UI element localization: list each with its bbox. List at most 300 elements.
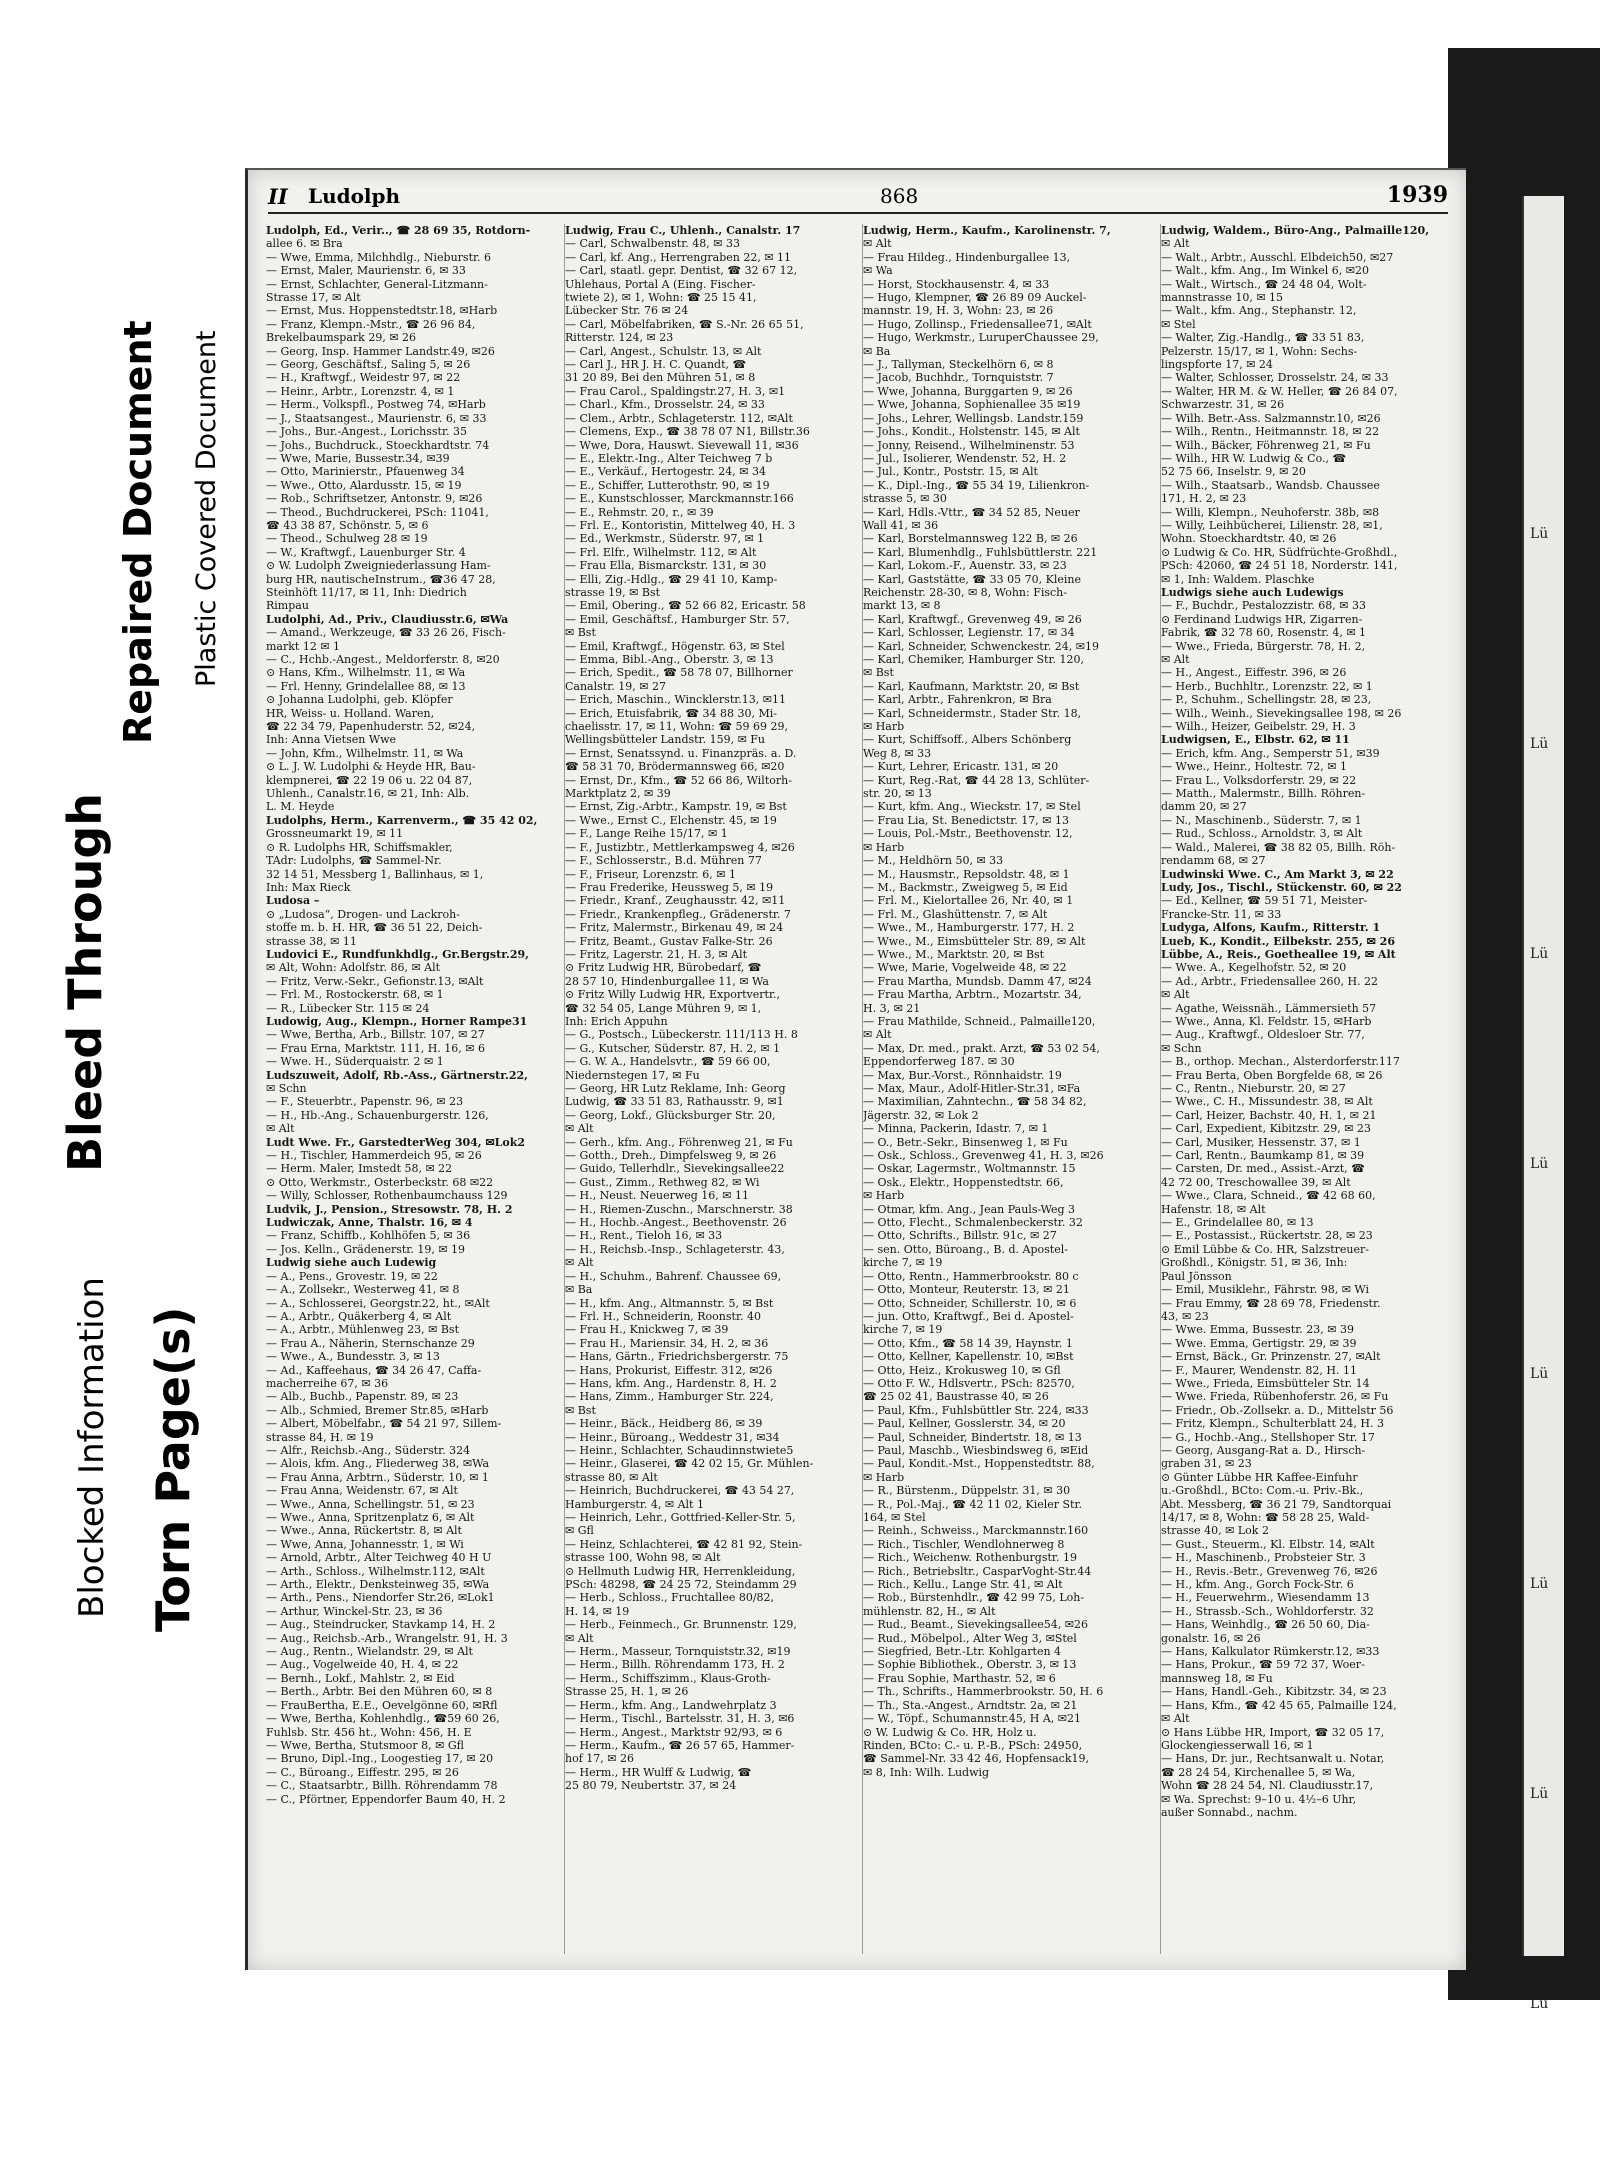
label-plastic-covered-document: Plastic Covered Document xyxy=(191,330,222,687)
directory-entry-line: — Frau Lia, St. Benedictstr. 17, ✉ 13 xyxy=(863,813,1069,827)
directory-entry-line: — Osk., Elektr., Hoppenstedtstr. 66, xyxy=(863,1175,1064,1189)
directory-entry-line: ⊙ Otto, Werkmstr., Osterbeckstr. 68 ✉22 xyxy=(266,1175,494,1189)
directory-entry-line: Glockengiesserwall 16, ✉ 1 xyxy=(1161,1738,1314,1752)
directory-entry-line: stoffe m. b. H. HR, ☎ 36 51 22, Deich- xyxy=(266,921,483,935)
directory-entry-line: — Frau H., Knickweg 7, ✉ 39 xyxy=(565,1323,729,1337)
page-number: 868 xyxy=(880,184,919,208)
directory-entry-line: 164, ✉ Stel xyxy=(863,1511,926,1524)
directory-entry-line: — Walt., Arbtr., Ausschl. Elbdeich50, ✉27 xyxy=(1161,250,1394,264)
directory-entry-line: — Guido, Tellerhdlr., Sievekingsallee22 xyxy=(565,1162,785,1176)
directory-entry-line: — Karl, Hdls.-Vttr., ☎ 34 52 85, Neuer xyxy=(863,505,1080,519)
directory-entry-line: Paul Jönsson xyxy=(1161,1269,1232,1283)
directory-entry-line: — Otto, Monteur, Reuterstr. 13, ✉ 21 xyxy=(863,1283,1070,1297)
directory-entry-line: — Wwe, Bertha, Kohlenhdlg., ☎59 60 26, xyxy=(266,1712,500,1726)
directory-entry-line: — E., Rehmstr. 20, r., ✉ 39 xyxy=(565,505,714,519)
directory-entry-line: Eppendorferweg 187. ✉ 30 xyxy=(863,1055,1015,1069)
directory-entry-line: ✉ Alt, Wohn: Adolfstr. 86, ✉ Alt xyxy=(266,961,441,975)
label-blocked-information: Blocked Information xyxy=(72,1277,112,1618)
directory-entry-line: Inh: Erich Appuhn xyxy=(565,1014,668,1028)
directory-entry-line: — Gotth., Dreh., Dimpfelsweg 9, ✉ 26 xyxy=(565,1149,777,1163)
directory-entry-line: — Frau Sophie, Marthastr. 52, ✉ 6 xyxy=(863,1671,1056,1685)
directory-entry-line: Uhlenh., Canalstr.16, ✉ 21, Inh: Alb. xyxy=(266,787,470,801)
directory-entry-line: lingspforte 17, ✉ 24 xyxy=(1161,358,1273,372)
directory-entry-line: — Minna, Packerin, Idastr. 7, ✉ 1 xyxy=(863,1122,1049,1136)
directory-entry-line: — Frau Anna, Weidenstr. 67, ✉ Alt xyxy=(266,1484,458,1498)
directory-entry-line: — F., Justizbtr., Mettlerkampsweg 4, ✉26 xyxy=(565,840,795,854)
directory-entry-line: — C., Staatsarbtr., Billh. Röhrendamm 78 xyxy=(266,1779,498,1793)
directory-entry-line: — Ernst, Dr., Kfm., ☎ 52 66 86, Wiltorh- xyxy=(565,773,792,787)
directory-entry-line: — Paul, Schneider, Bindertstr. 18, ✉ 13 xyxy=(863,1430,1082,1444)
directory-entry-line: — Erich, Etuisfabrik, ☎ 34 88 30, Mi- xyxy=(565,706,778,720)
directory-entry-line: allee 6. ✉ Bra xyxy=(266,237,343,251)
directory-entry-line: — A., Arbtr., Mühlenweg 23, ✉ Bst xyxy=(266,1323,459,1337)
directory-entry-line: — B., orthop. Mechan., Alsterdorferstr.117 xyxy=(1161,1055,1400,1069)
directory-entry-line: — Arthur, Winckel-Str. 23, ✉ 36 xyxy=(266,1604,443,1618)
directory-entry-line: Francke-Str. 11, ✉ 33 xyxy=(1161,907,1282,921)
directory-entry-line: ✉ Wa. Sprechst: 9–10 u. 4½–6 Uhr, xyxy=(1161,1792,1357,1806)
directory-entry-line: — Georg, Insp. Hammer Landstr.49, ✉26 xyxy=(266,344,495,358)
directory-entry-line: — Wwe. Frieda, Rübenhoferstr. 26, ✉ Fu xyxy=(1161,1390,1389,1404)
directory-entry-line: ⊙ „Ludosa“, Drogen- und Lackroh- xyxy=(266,907,460,921)
directory-entry-line: — Aug., Rentn., Wielandstr. 29, ✉ Alt xyxy=(266,1645,473,1659)
directory-entry-line: — Wwe., Anna, Kl. Feldstr. 15, ✉Harb xyxy=(1161,1014,1372,1028)
directory-entry-line: — Wilh., Rentn., Heitmannstr. 18, ✉ 22 xyxy=(1161,425,1380,439)
directory-entry-line: — Johs., Kondit., Holstenstr. 145, ✉ Alt xyxy=(863,425,1080,439)
directory-entry-line: ✉ Gfl xyxy=(565,1524,594,1538)
directory-entry-line: ✉ Alt xyxy=(565,1631,594,1645)
directory-entry-line: — FrauBertha, E.E., Oevelgönne 60, ✉Rfl xyxy=(266,1698,498,1712)
directory-entry-line: Ludt Wwe. Fr., GarstedterWeg 304, ✉Lok2 xyxy=(266,1135,526,1149)
directory-entry-line: — E., Grindelallee 80, ✉ 13 xyxy=(1161,1216,1314,1230)
directory-entry-line: Wohn. Stoeckhardtstr. 40, ✉ 26 xyxy=(1161,532,1337,546)
directory-entry-line: — Hugo, Werkmstr., LuruperChaussee 29, xyxy=(863,331,1099,345)
directory-entry-line: 31 20 89, Bei den Mühren 51, ✉ 8 xyxy=(565,371,756,385)
directory-entry-line: — Matth., Malermstr., Billh. Röhren- xyxy=(1161,787,1366,801)
adjacent-page-edge xyxy=(1522,196,1564,2012)
directory-entry-line: Ludwig, Waldem., Büro-Ang., Palmaille120, xyxy=(1161,224,1430,237)
adjacent-page-fragment: Lü xyxy=(1530,736,1549,752)
page-header xyxy=(268,184,1448,214)
directory-entry-line: Lübbe, A., Reis., Goetheallee 19, ✉ Alt xyxy=(1161,947,1396,961)
directory-entry-line: — Frau Emmy, ☎ 28 69 78, Friedenstr. xyxy=(1161,1296,1381,1310)
directory-entry-line: ⊙ W. Ludolph Zweigniederlassung Ham- xyxy=(266,559,491,573)
label-bleed-through: Bleed Through xyxy=(58,792,112,1172)
directory-entry-line: ☎ 28 24 54, Kirchenallee 5, ✉ Wa, xyxy=(1161,1765,1356,1779)
directory-entry-line: — Max, Bur.-Vorst., Rönnhaidstr. 19 xyxy=(863,1068,1062,1082)
directory-entry-line: — F., Steuerbtr., Papenstr. 96, ✉ 23 xyxy=(266,1095,464,1109)
directory-entry-line: — Paul, Maschb., Wiesbindsweg 6, ✉Eid xyxy=(863,1443,1089,1457)
directory-entry-line: — Otto, Schrifts., Billstr. 91c, ✉ 27 xyxy=(863,1229,1057,1243)
directory-entry-line: Pelzerstr. 15/17, ✉ 1, Wohn: Sechs- xyxy=(1161,344,1358,358)
directory-entry-line: mannstr. 19, H. 3, Wohn: 23, ✉ 26 xyxy=(863,304,1054,318)
directory-entry-line: Lübecker Str. 76 ✉ 24 xyxy=(565,304,689,318)
directory-entry-line: — Carsten, Dr. med., Assist.-Arzt, ☎ xyxy=(1161,1162,1365,1176)
directory-entry-line: — E., Schiffer, Lutterothstr. 90, ✉ 19 xyxy=(565,478,770,492)
directory-entry-line: — sen. Otto, Büroang., B. d. Apostel- xyxy=(863,1242,1068,1256)
directory-entry-line: Ludwiczak, Anne, Thalstr. 16, ✉ 4 xyxy=(266,1216,473,1230)
directory-entry-line: ✉ Bst xyxy=(565,1403,596,1417)
label-repaired-document: Repaired Document xyxy=(116,320,160,744)
directory-entry-line: — E., Kunstschlosser, Marckmannstr.166 xyxy=(565,492,794,506)
directory-entry-line: ✉ Alt xyxy=(266,1122,295,1136)
directory-entry-line: — Horst, Stockhausenstr. 4, ✉ 33 xyxy=(863,277,1050,291)
directory-entry-line: — Heinz, Schlachterei, ☎ 42 81 92, Stein- xyxy=(565,1537,803,1551)
label-torn-pages: Torn Page(s) xyxy=(146,1306,200,1632)
directory-entry-line: ✉ Harb xyxy=(863,1189,905,1203)
directory-entry-line: — E., Postassist., Rückertstr. 28, ✉ 23 xyxy=(1161,1229,1373,1243)
directory-entry-line: 28 57 10, Hindenburgallee 11, ✉ Wa xyxy=(565,974,769,988)
directory-entry-line: — Herb., Schloss., Fruchtallee 80/82, xyxy=(565,1591,775,1605)
directory-entry-line: — H., Hochb.-Angest., Beethovenstr. 26 xyxy=(565,1216,787,1230)
directory-entry-line: — Aug., Kraftwgf., Oldesloer Str. 77, xyxy=(1161,1028,1365,1042)
directory-entry-line: Ritterstr. 124, ✉ 23 xyxy=(565,331,674,345)
directory-entry-line: — Frl. M., Rostockerstr. 68, ✉ 1 xyxy=(266,988,444,1002)
running-head-name: Ludolph xyxy=(308,184,401,208)
directory-entry-line: ✉ Schn xyxy=(266,1082,307,1095)
directory-entry-line: — Theod., Buchdruckerei, PSch: 11041, xyxy=(266,505,489,519)
directory-entry-line: Strasse 17, ✉ Alt xyxy=(266,291,361,305)
adjacent-page-fragment: Lü xyxy=(1530,1576,1549,1592)
directory-entry-line: markt 12 ✉ 1 xyxy=(266,639,341,653)
directory-entry-line: — Georg, Geschäftsf., Saling 5, ✉ 26 xyxy=(266,358,471,372)
directory-entry-line: — Ed., Werkmstr., Süderstr. 97, ✉ 1 xyxy=(565,532,765,546)
directory-entry-line: ✉ Harb xyxy=(863,720,905,734)
directory-entry-line: ⊙ Ludwig & Co. HR, Südfrüchte-Großhdl., xyxy=(1161,545,1398,559)
directory-entry-line: — Georg, HR Lutz Reklame, Inh: Georg xyxy=(565,1082,786,1095)
directory-entry-line: — Frl. H., Schneiderin, Roonstr. 40 xyxy=(565,1309,761,1323)
directory-entry-line: — Rob., Schriftsetzer, Antonstr. 9, ✉26 xyxy=(266,492,483,506)
directory-entry-line: — Walt., Wirtsch., ☎ 24 48 04, Wolt- xyxy=(1161,277,1367,291)
directory-entry-line: — Karl, Chemiker, Hamburger Str. 120, xyxy=(863,653,1084,666)
directory-entry-line: — Jos. Kelln., Grädenerstr. 19, ✉ 19 xyxy=(266,1242,466,1256)
directory-entry-line: ✉ Bst xyxy=(863,666,894,680)
directory-entry-line: — Th., Sta.-Angest., Arndtstr. 2a, ✉ 21 xyxy=(863,1698,1078,1712)
directory-entry-line: — Willi, Klempn., Neuhoferstr. 38b, ✉8 xyxy=(1161,505,1380,519)
directory-entry-line: — Alfr., Reichsb.-Ang., Süderstr. 324 xyxy=(266,1443,471,1457)
directory-entry-line: — Wwe., A., Bundesstr. 3, ✉ 13 xyxy=(266,1350,440,1364)
directory-entry-line: ⊙ Hellmuth Ludwig HR, Herrenkleidung, xyxy=(565,1564,796,1578)
directory-entry-line: — Karl, Schlosser, Legienstr. 17, ✉ 34 xyxy=(863,626,1075,640)
directory-entry-line: ✉ Harb xyxy=(863,1470,905,1484)
directory-entry-line: — Ad., Arbtr., Friedensallee 260, H. 22 xyxy=(1161,974,1379,988)
directory-entry-line: — Wwe, Marie, Vogelweide 48, ✉ 22 xyxy=(863,961,1067,975)
directory-entry-line: — F., Buchdr., Pestalozzistr. 68, ✉ 33 xyxy=(1161,599,1366,613)
directory-entry-line: — Otmar, kfm. Ang., Jean Pauls-Weg 3 xyxy=(863,1202,1076,1216)
directory-entry-line: — Herm., Masseur, Tornquiststr.32, ✉19 xyxy=(565,1645,791,1659)
directory-entry-line: — Georg, Ausgang-Rat a. D., Hirsch- xyxy=(1161,1443,1366,1457)
directory-entry-line: — Franz, Schiffb., Kohlhöfen 5, ✉ 36 xyxy=(266,1229,471,1243)
directory-entry-line: — Wwe., M., Marktstr. 20, ✉ Bst xyxy=(863,947,1045,961)
directory-entry-line: — Georg, Lokf., Glücksburger Str. 20, xyxy=(565,1108,776,1122)
directory-entry-line: — Wwe., M., Eimsbütteler Str. 89, ✉ Alt xyxy=(863,934,1086,948)
directory-entry-line: ✉ Schn xyxy=(1161,1041,1202,1055)
directory-entry-line: — Otto, Flecht., Schmalenbeckerstr. 32 xyxy=(863,1216,1083,1230)
directory-entry-line: — C., Pförtner, Eppendorfer Baum 40, H. 2 xyxy=(266,1792,506,1806)
directory-entry-line: — Rich., Weichenw. Rothenburgstr. 19 xyxy=(863,1551,1077,1565)
directory-entry-line: — Frau Anna, Arbtrn., Süderstr. 10, ✉ 1 xyxy=(266,1470,489,1484)
directory-entry-line: ☎ 32 54 05, Lange Mühren 9, ✉ 1, xyxy=(565,1001,762,1015)
directory-entry-line: — H., Hb.-Ang., Schauenburgerstr. 126, xyxy=(266,1108,489,1122)
directory-entry-line: — Wwe, Johanna, Burggarten 9, ✉ 26 xyxy=(863,384,1073,398)
directory-entry-line: — Heinrich, Buchdruckerei, ☎ 43 54 27, xyxy=(565,1484,795,1498)
directory-entry-line: — Wilh., HR W. Ludwig & Co., ☎ xyxy=(1161,451,1347,465)
directory-entry-line: Ludwig, ☎ 33 51 83, Rathausstr. 9, ✉1 xyxy=(565,1095,784,1109)
directory-entry-line: — Otto F. W., Hdlsvertr., PSch: 82570, xyxy=(863,1376,1075,1390)
directory-entry-line: — Wald., Malerei, ☎ 38 82 05, Billh. Röh- xyxy=(1161,840,1396,854)
directory-entry-line: — Frl. M., Glashüttenstr. 7, ✉ Alt xyxy=(863,907,1048,921)
directory-entry-line: burg HR, nautischeInstrum., ☎36 47 28, xyxy=(266,572,496,586)
directory-entry-line: ⊙ Günter Lübbe HR Kaffee-Einfuhr xyxy=(1161,1470,1358,1484)
directory-entry-line: — N., Maschinenb., Süderstr. 7, ✉ 1 xyxy=(1161,813,1362,827)
directory-entry-line: — F., Lange Reihe 15/17, ✉ 1 xyxy=(565,827,728,841)
directory-entry-line: ✉ Alt xyxy=(565,1122,594,1136)
directory-entry-line: hof 17, ✉ 26 xyxy=(565,1752,634,1766)
directory-entry-line: — Wwe., Clara, Schneid., ☎ 42 68 60, xyxy=(1161,1189,1376,1203)
directory-entry-line: Hamburgerstr. 4, ✉ Alt 1 xyxy=(565,1497,704,1511)
directory-entry-line: — Max, Maur., Adolf-Hitler-Str.31, ✉Fa xyxy=(863,1082,1081,1095)
directory-entry-line: — Hans, Kalkulator Rümkerstr.12, ✉33 xyxy=(1161,1645,1380,1659)
directory-entry-line: PSch: 48298, ☎ 24 25 72, Steindamm 29 xyxy=(565,1578,797,1592)
directory-entry-line: Ludolphi, Ad., Priv., Claudiusstr.6, ✉Wa xyxy=(266,612,509,626)
directory-entry-line: — Hans, Gärtn., Friedrichsbergerstr. 75 xyxy=(565,1350,789,1364)
directory-entry-line: — Hans, Dr. jur., Rechtsanwalt u. Notar, xyxy=(1161,1752,1385,1766)
directory-entry-line: chaelisstr. 17, ✉ 11, Wohn: ☎ 59 69 29, xyxy=(565,720,789,734)
directory-entry-line: 171, H. 2, ✉ 23 xyxy=(1161,492,1247,506)
directory-entry-line: — Frau Mathilde, Schneid., Palmaille120, xyxy=(863,1014,1096,1028)
directory-entry-line: strasse 100, Wohn 98, ✉ Alt xyxy=(565,1551,721,1565)
directory-entry-line: — Carl, Musiker, Hessenstr. 37, ✉ 1 xyxy=(1161,1135,1361,1149)
directory-entry-line: ✉ Alt xyxy=(1161,1712,1190,1726)
directory-entry-line: — Emil, Geschäftsf., Hamburger Str. 57, xyxy=(565,612,790,626)
directory-entry-line: ☎ 43 38 87, Schönstr. 5, ✉ 6 xyxy=(266,518,429,532)
directory-entry-line: — Paul, Kfm., Fuhlsbüttler Str. 224, ✉33 xyxy=(863,1403,1089,1417)
directory-entry-line: ⊙ Ferdinand Ludwigs HR, Zigarren- xyxy=(1161,612,1363,626)
directory-entry-line: — Wwe., Heinr., Holtestr. 72, ✉ 1 xyxy=(1161,760,1347,774)
side-labels xyxy=(0,0,240,2177)
directory-entry-line: — Herm., Kaufm., ☎ 26 57 65, Hammer- xyxy=(565,1738,795,1752)
directory-entry-line: PSch: 42060, ☎ 24 51 18, Norderstr. 141, xyxy=(1161,559,1398,573)
directory-entry-line: — Karl, Kraftwgf., Grevenweg 49, ✉ 26 xyxy=(863,612,1082,626)
directory-entry-line: — Frl. Henny, Grindelallee 88, ✉ 13 xyxy=(266,679,466,693)
directory-entry-line: — Ernst, Bäck., Gr. Prinzenstr. 27, ✉Alt xyxy=(1161,1350,1381,1364)
directory-entry-line: — M., Heldhörn 50, ✉ 33 xyxy=(863,854,1004,868)
directory-entry-line: — H., Schuhm., Bahrenf. Chaussee 69, xyxy=(565,1269,782,1283)
directory-entry-line: strasse 38, ✉ 11 xyxy=(266,934,357,948)
directory-entry-line: — Rud., Schloss., Arnoldstr. 3, ✉ Alt xyxy=(1161,827,1363,841)
directory-entry-line: twiete 2), ✉ 1, Wohn: ☎ 25 15 41, xyxy=(565,291,757,305)
directory-entry-line: — H., Rent., Tieloh 16, ✉ 33 xyxy=(565,1229,723,1243)
directory-entry-line: mannstrasse 10, ✉ 15 xyxy=(1161,291,1284,305)
directory-entry-line: — A., Schlosserei, Georgstr.22, ht., ✉Alt xyxy=(266,1296,490,1310)
directory-entry-line: — Wwe. H., Süderquaistr. 2 ✉ 1 xyxy=(266,1055,444,1069)
directory-entry-line: — Theod., Schulweg 28 ✉ 19 xyxy=(266,532,428,546)
directory-entry-line: rendamm 68, ✉ 27 xyxy=(1161,854,1266,868)
directory-page xyxy=(245,168,1466,1970)
directory-entry-line: — Franz, Klempn.-Mstr., ☎ 26 96 84, xyxy=(266,317,476,331)
directory-entry-line: — Ed., Kellner, ☎ 59 51 71, Meister- xyxy=(1161,894,1368,908)
directory-entry-line: Rinden, BCto: C.- u. P.-B., PSch: 24950, xyxy=(863,1738,1083,1752)
directory-entry-line: — Jul., Kontr., Poststr. 15, ✉ Alt xyxy=(863,465,1038,479)
directory-entry-line: — Karl, Gaststätte, ☎ 33 05 70, Kleine xyxy=(863,572,1081,586)
directory-entry-line: — H., Reichsb.-Insp., Schlageterstr. 43, xyxy=(565,1242,785,1256)
directory-entry-line: ✉ Ba xyxy=(863,344,891,358)
directory-entry-line: Brekelbaumspark 29, ✉ 26 xyxy=(266,331,417,345)
directory-entry-line: L. M. Heyde xyxy=(266,800,335,814)
directory-entry-line: — Herb., Buchhltr., Lorenzstr. 22, ✉ 1 xyxy=(1161,679,1373,693)
directory-entry-line: — Fritz, Beamt., Gustav Falke-Str. 26 xyxy=(565,934,773,948)
directory-entry-line: — Wilh., Weinh., Sievekingsallee 198, ✉ 26 xyxy=(1161,706,1402,720)
directory-entry-line: — H., Tischler, Hammerdeich 95, ✉ 26 xyxy=(266,1149,482,1163)
directory-entry-line: — Carl, Angest., Schulstr. 13, ✉ Alt xyxy=(565,344,762,358)
directory-entry-line: — Johs., Buchdruck., Stoeckhardtstr. 74 xyxy=(266,438,490,452)
directory-entry-line: damm 20, ✉ 27 xyxy=(1161,800,1247,814)
directory-entry-line: — Gerh., kfm. Ang., Föhrenweg 21, ✉ Fu xyxy=(565,1135,793,1149)
directory-entry-line: — Arth., Schloss., Wilhelmstr.112, ✉Alt xyxy=(266,1564,485,1578)
directory-entry-line: — Emil, Obering., ☎ 52 66 82, Ericastr. 58 xyxy=(565,599,806,613)
directory-entry-line: Ludwig siehe auch Ludewig xyxy=(266,1256,437,1270)
directory-entry-line: ☎ 58 31 70, Brödermannsweg 66, ✉20 xyxy=(565,760,785,774)
directory-entry-line: — Wwe, Marie, Bussestr.34, ✉39 xyxy=(266,451,450,465)
directory-entry-line: strasse 80, ✉ Alt xyxy=(565,1470,658,1484)
directory-entry-line: — H., Revis.-Betr., Grevenweg 76, ✉26 xyxy=(1161,1564,1378,1578)
directory-entry-line: — H., Kraftwgf., Weidestr 97, ✉ 22 xyxy=(266,371,461,385)
directory-entry-line: Schwarzestr. 31, ✉ 26 xyxy=(1161,398,1285,412)
directory-entry-line: — Karl, Lokom.-F., Auenstr. 33, ✉ 23 xyxy=(863,559,1067,573)
directory-entry-line: — Wwe., Frieda, Bürgerstr. 78, H. 2, xyxy=(1161,639,1366,653)
directory-entry-line: ☎ 25 02 41, Baustrasse 40, ✉ 26 xyxy=(863,1390,1049,1404)
directory-entry-line: — Otto, Kfm., ☎ 58 14 39, Haynstr. 1 xyxy=(863,1336,1073,1350)
directory-entry-line: — Hans, kfm. Ang., Hardenstr. 8, H. 2 xyxy=(565,1376,777,1390)
adjacent-page-fragment: Lü xyxy=(1530,946,1549,962)
directory-entry-line: — Frau Ella, Bismarckstr. 131, ✉ 30 xyxy=(565,559,767,573)
directory-entry-line: 42 72 00, Treschowallee 39, ✉ Alt xyxy=(1161,1175,1351,1189)
directory-entry-line: — Wwe., Anna, Spritzenplatz 6, ✉ Alt xyxy=(266,1511,475,1524)
directory-entry-line: kirche 7, ✉ 19 xyxy=(863,1256,943,1270)
directory-entry-line: — Wwe., C. H., Missundestr. 38, ✉ Alt xyxy=(1161,1095,1373,1109)
directory-entry-line: — E., Verkäuf., Hertogestr. 24, ✉ 34 xyxy=(565,465,766,479)
directory-entry-line: — Frl. Elfr., Wilhelmstr. 112, ✉ Alt xyxy=(565,545,757,559)
directory-entry-line: — Wwe, Anna, Johannesstr. 1, ✉ Wi xyxy=(266,1537,464,1551)
directory-entry-line: Strasse 25, H. 1, ✉ 26 xyxy=(565,1685,689,1699)
directory-entry-line: — G., Kutscher, Süderstr. 87, H. 2, ✉ 1 xyxy=(565,1041,781,1055)
directory-entry-line: — Herm., Angest., Marktstr 92/93, ✉ 6 xyxy=(565,1725,783,1739)
year: 1939 xyxy=(1386,182,1448,208)
directory-entry-line: — Frau L., Volksdorferstr. 29, ✉ 22 xyxy=(1161,773,1357,787)
directory-entry-line: — A., Zollsekr., Westerweg 41, ✉ 8 xyxy=(266,1283,460,1297)
directory-entry-line: — Willy, Leihbücherei, Lilienstr. 28, ✉1, xyxy=(1161,518,1383,532)
directory-entry-line: — Wwe., Ernst C., Elchenstr. 45, ✉ 19 xyxy=(565,813,777,827)
directory-entry-line: Ludwig, Frau C., Uhlenh., Canalstr. 17 xyxy=(565,224,801,237)
directory-entry-line: Großhdl., Königstr. 51, ✉ 36, Inh: xyxy=(1161,1256,1348,1270)
directory-entry-line: — Herm., Billh. Röhrendamm 173, H. 2 xyxy=(565,1658,785,1672)
directory-entry-line: — Frl. E., Kontoristin, Mittelweg 40, H. 3 xyxy=(565,518,796,532)
directory-entry-line: 14/17, ✉ 8, Wohn: ☎ 58 28 25, Wald- xyxy=(1161,1511,1370,1524)
directory-entry-line: — Wwe, Dora, Hauswt. Sievewall 11, ✉36 xyxy=(565,438,799,452)
directory-entry-line: — Wwe, Bertha, Stutsmoor 8, ✉ Gfl xyxy=(266,1738,464,1752)
directory-entry-line: — Willy, Schlosser, Rothenbaumchauss 129 xyxy=(266,1189,508,1203)
directory-entry-line: — Ernst, Senatssynd. u. Finanzpräs. a. D. xyxy=(565,746,797,760)
directory-entry-line: — Wwe, Emma, Milchhdlg., Nieburstr. 6 xyxy=(266,250,492,264)
directory-entry-line: — Emma, Bibl.-Ang., Oberstr. 3, ✉ 13 xyxy=(565,653,774,666)
directory-entry-line: ✉ Harb xyxy=(863,840,905,854)
directory-entry-line: — Kurt, kfm. Ang., Wieckstr. 17, ✉ Stel xyxy=(863,800,1081,814)
directory-entry-line: ☎ 22 34 79, Papenhuderstr. 52, ✉24, xyxy=(266,720,476,734)
directory-entry-line: — Friedr., Kranf., Zeughausstr. 42, ✉11 xyxy=(565,894,786,908)
directory-entry-line: — Wwe., Anna, Schellingstr. 51, ✉ 23 xyxy=(266,1497,475,1511)
directory-entry-line: — Karl, Arbtr., Fahrenkron, ✉ Bra xyxy=(863,693,1052,707)
directory-entry-line: ✉ Alt xyxy=(1161,988,1190,1002)
directory-entry-line: ⊙ W. Ludwig & Co. HR, Holz u. xyxy=(863,1725,1037,1739)
directory-entry-line: — K., Dipl.-Ing., ☎ 55 34 19, Lilienkron- xyxy=(863,478,1090,492)
directory-entry-line: — Hugo, Klempner, ☎ 26 89 09 Auckel- xyxy=(863,291,1087,305)
directory-entry-line: Inh: Anna Vietsen Wwe xyxy=(266,733,397,747)
directory-entry-line: — Wilh., Staatsarb., Wandsb. Chaussee xyxy=(1161,478,1380,492)
directory-entry-line: Ludwigs siehe auch Ludewigs xyxy=(1161,585,1344,599)
directory-entry-line: — Amand., Werkzeuge, ☎ 33 26 26, Fisch- xyxy=(266,626,506,640)
directory-entry-line: Ludwigsen, E., Elbstr. 62, ✉ 11 xyxy=(1161,733,1350,747)
directory-entry-line: Steinhöft 11/17, ✉ 11, Inh: Diedrich xyxy=(266,585,467,599)
directory-entry-line: Wall 41, ✉ 36 xyxy=(863,518,939,532)
directory-entry-line: — Erich, kfm. Ang., Semperstr 51, ✉39 xyxy=(1161,746,1380,760)
directory-entry-line: — J., Tallyman, Steckelhörn 6, ✉ 8 xyxy=(863,358,1054,372)
directory-entry-line: — W., Kraftwgf., Lauenburger Str. 4 xyxy=(266,545,466,559)
adjacent-page-fragment: Lü xyxy=(1530,1786,1549,1802)
directory-entry-line: Abt. Messberg, ☎ 36 21 79, Sandtorquai xyxy=(1161,1497,1392,1511)
directory-entry-line: — Frau Berta, Oben Borgfelde 68, ✉ 26 xyxy=(1161,1068,1383,1082)
directory-entry-line: — Arth., Elektr., Denksteinweg 35, ✉Wa xyxy=(266,1578,490,1592)
directory-entry-line: — Walt., kfm. Ang., Im Winkel 6, ✉20 xyxy=(1161,264,1369,278)
directory-entry-line: HR, Weiss- u. Holland. Waren, xyxy=(266,706,435,720)
directory-entry-line: strasse 19, ✉ Bst xyxy=(565,585,661,599)
directory-entry-line: — Carl, kf. Ang., Herrengraben 22, ✉ 11 xyxy=(565,250,792,264)
directory-entry-line: — Heinr., Glaserei, ☎ 42 02 15, Gr. Mühlen- xyxy=(565,1457,814,1471)
directory-entry-line: — Bernh., Lokf., Mahlstr. 2, ✉ Eid xyxy=(266,1671,455,1685)
directory-entry-line: — Wwe. Emma, Bussestr. 23, ✉ 39 xyxy=(1161,1323,1354,1337)
directory-entry-line: — Osk., Schloss., Grevenweg 41, H. 3, ✉26 xyxy=(863,1149,1104,1163)
directory-entry-line: — Clemens, Exp., ☎ 38 78 07 N1, Billstr.36 xyxy=(565,425,810,439)
directory-entry-line: 32 14 51, Messberg 1, Ballinhaus, ✉ 1, xyxy=(266,867,484,881)
directory-entry-line: Ludosa – xyxy=(266,894,320,908)
directory-entry-line: — Hans, Kfm., ☎ 42 45 65, Palmaille 124, xyxy=(1161,1698,1397,1712)
directory-entry-line: Ludyga, Alfons, Kaufm., Ritterstr. 1 xyxy=(1161,921,1381,935)
directory-entry-line: strasse 40, ✉ Lok 2 xyxy=(1161,1524,1269,1538)
directory-entry-line: Wellingsbütteler Landstr. 159, ✉ Fu xyxy=(565,733,766,747)
directory-entry-line: — Clem., Arbtr., Schlageterstr. 112, ✉Alt xyxy=(565,411,793,425)
directory-entry-line: — Frau H., Mariensir. 34, H. 2, ✉ 36 xyxy=(565,1336,769,1350)
directory-entry-line: — H., kfm. Ang., Gorch Fock-Str. 6 xyxy=(1161,1578,1354,1592)
directory-entry-line: — Herm., Schiffszimm., Klaus-Groth- xyxy=(565,1671,771,1685)
directory-entry-line: — Herm., Tischl., Bartelsstr. 31, H. 3, ✉6 xyxy=(565,1712,795,1726)
directory-entry-line: — H., Neust. Neuerweg 16, ✉ 11 xyxy=(565,1189,750,1203)
directory-entry-line: ✉ Alt xyxy=(1161,237,1190,251)
directory-entry-line: Marktplatz 2, ✉ 39 xyxy=(565,787,671,801)
directory-entry-line: graben 31, ✉ 23 xyxy=(1161,1457,1252,1471)
directory-entry-line: Grossneumarkt 19, ✉ 11 xyxy=(266,827,404,841)
directory-entry-line: — G., Hochb.-Ang., Stellshoper Str. 17 xyxy=(1161,1430,1375,1444)
directory-entry-line: ☎ Sammel-Nr. 33 42 46, Hopfensack19, xyxy=(863,1752,1089,1766)
directory-entry-line: — Ernst, Maler, Maurienstr. 6, ✉ 33 xyxy=(266,264,466,278)
directory-entry-line: außer Sonnabd., nachm. xyxy=(1161,1805,1298,1819)
directory-entry-line: — Charl., Kfm., Drosselstr. 24, ✉ 33 xyxy=(565,398,765,412)
directory-entry-line: — Herm. Maler, Imstedt 58, ✉ 22 xyxy=(266,1162,453,1176)
directory-entry-line: — Kurt, Lehrer, Ericastr. 131, ✉ 20 xyxy=(863,760,1059,774)
directory-entry-line: — Johs., Lehrer, Wellingsb. Landstr.159 xyxy=(863,411,1084,425)
directory-entry-line: — Emil, Kraftwgf., Högenstr. 63, ✉ Stel xyxy=(565,639,785,653)
directory-entry-line: — A., Pens., Grovestr. 19, ✉ 22 xyxy=(266,1269,438,1283)
directory-entry-line: — Arnold, Arbtr., Alter Teichweg 40 H U xyxy=(266,1551,492,1565)
directory-entry-line: — Frau A., Näherin, Sternschanze 29 xyxy=(266,1336,475,1350)
directory-entry-line: H. 14, ✉ 19 xyxy=(565,1604,630,1618)
